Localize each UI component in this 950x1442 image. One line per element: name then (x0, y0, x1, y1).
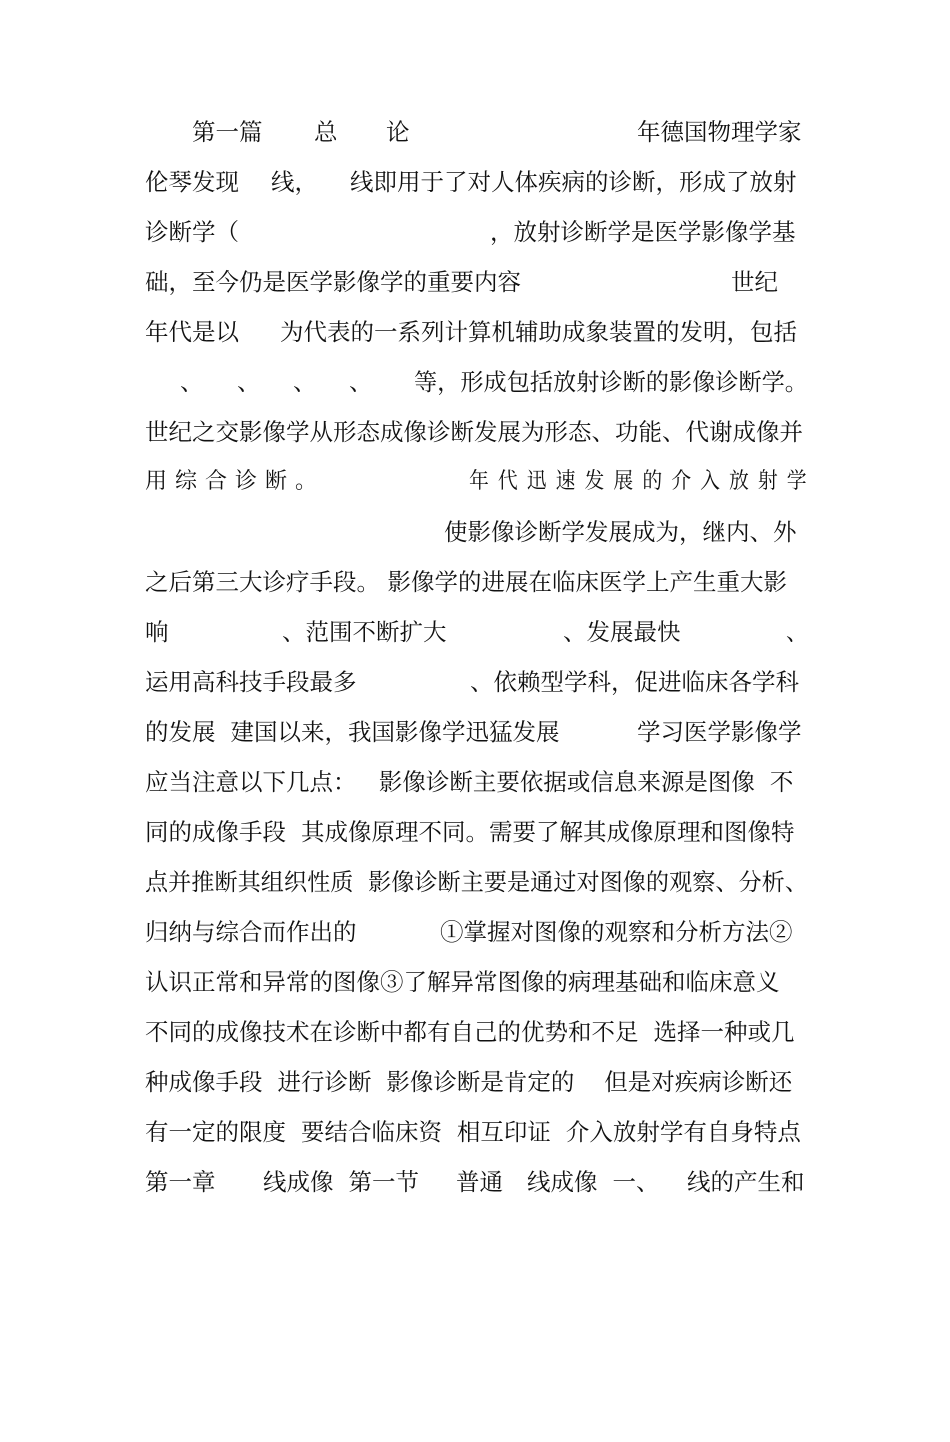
text-segment: 第一篇 (192, 118, 263, 146)
text-line (0, 1112, 950, 1152)
text-segment: 年 代 迅 速 发 展 的 介 入 放 射 学 (469, 469, 808, 494)
text-line (0, 462, 950, 502)
text-line (0, 412, 950, 452)
text-line (0, 962, 950, 1002)
text-segment: 世纪之交影像学从形态成像诊断发展为形态、功能、代谢成像并 (145, 418, 803, 446)
text-segment: ，放射诊断学是医学影像学基 (490, 218, 796, 246)
text-segment: 线成像 一、 (527, 1168, 660, 1196)
text-segment: 学习医学影像学 (637, 718, 802, 746)
text-segment: 种成像手段 进行诊断 影像诊断是肯定的 但是对疾病诊断还 (145, 1068, 793, 1096)
text-segment: 归纳与综合而作出的 (145, 918, 357, 946)
text-line (0, 1162, 950, 1202)
text-line (0, 762, 950, 802)
text-segment: 线， (271, 168, 318, 196)
text-line (0, 1012, 950, 1052)
text-segment: 点并推断其组织性质 影像诊断主要是通过对图像的观察、分析、 (145, 868, 808, 896)
text-segment: 线的产生和 (687, 1168, 805, 1196)
text-line (0, 712, 950, 752)
text-segment: 为代表的一系列计算机辅助成象装置的发明，包括 (280, 318, 797, 346)
text-segment: 有一定的限度 要结合临床资 相互印证 介入放射学有自身特点 (145, 1118, 801, 1146)
text-line (0, 912, 950, 952)
text-line (0, 812, 950, 852)
text-segment: 线即用于了对人体疾病的诊断，形成了放射 (350, 168, 797, 196)
text-segment: 普通 (456, 1168, 503, 1196)
text-segment: 之后第三大诊疗手段。 影像学的进展在临床医学上产生重大影 (145, 568, 787, 596)
text-segment: 应当注意以下几点： 影像诊断主要依据或信息来源是图像 不 (145, 768, 794, 796)
text-line (0, 562, 950, 602)
text-segment: 世纪 (731, 268, 778, 296)
text-line (0, 862, 950, 902)
text-segment: 、 (786, 618, 809, 646)
text-line (0, 362, 950, 402)
text-segment: 认识正常和异常的图像③了解异常图像的病理基础和临床意义 (145, 968, 780, 996)
text-line (0, 212, 950, 252)
text-segment: ①掌握对图像的观察和分析方法② (440, 918, 793, 946)
text-segment: 础，至今仍是医学影像学的重要内容 (145, 268, 521, 296)
text-segment: 伦琴发现 (145, 168, 239, 196)
text-segment: 诊断学（ (145, 218, 239, 246)
text-segment: 线成像 第一节 (263, 1168, 419, 1196)
text-segment: 响 (145, 618, 169, 646)
text-segment: 论 (386, 118, 410, 146)
text-segment: 总 (314, 118, 338, 146)
text-segment: 、范围不断扩大 (282, 618, 447, 646)
text-segment: 、 (237, 368, 261, 396)
text-segment: 、 (180, 368, 204, 396)
text-line (0, 312, 950, 352)
text-segment: 同的成像手段 其成像原理不同。需要了解其成像原理和图像特 (145, 818, 795, 846)
text-line (0, 112, 950, 152)
text-segment: 使影像诊断学发展成为，继内、外 (444, 518, 797, 546)
text-line (0, 1062, 950, 1102)
text-line (0, 512, 950, 552)
text-segment: 、发展最快 (563, 618, 681, 646)
text-segment: 的发展 建国以来，我国影像学迅猛发展 (145, 718, 560, 746)
text-segment: 、 (293, 368, 317, 396)
text-line (0, 162, 950, 202)
text-line (0, 612, 950, 652)
text-segment: 用 综 合 诊 断 。 (145, 469, 318, 494)
text-segment: 、依赖型学科，促进临床各学科 (470, 668, 799, 696)
text-segment: 不同的成像技术在诊断中都有自己的优势和不足 选择一种或几 (145, 1018, 795, 1046)
text-segment: 等，形成包括放射诊断的影像诊断学。 (414, 368, 808, 396)
text-line (0, 662, 950, 702)
text-segment: 年代是以 (145, 318, 239, 346)
text-segment: 运用高科技手段最多 (145, 668, 357, 696)
text-segment: 第一章 (145, 1168, 216, 1196)
text-line (0, 262, 950, 302)
text-segment: 、 (349, 368, 373, 396)
text-segment: 年德国物理学家 (637, 118, 802, 146)
